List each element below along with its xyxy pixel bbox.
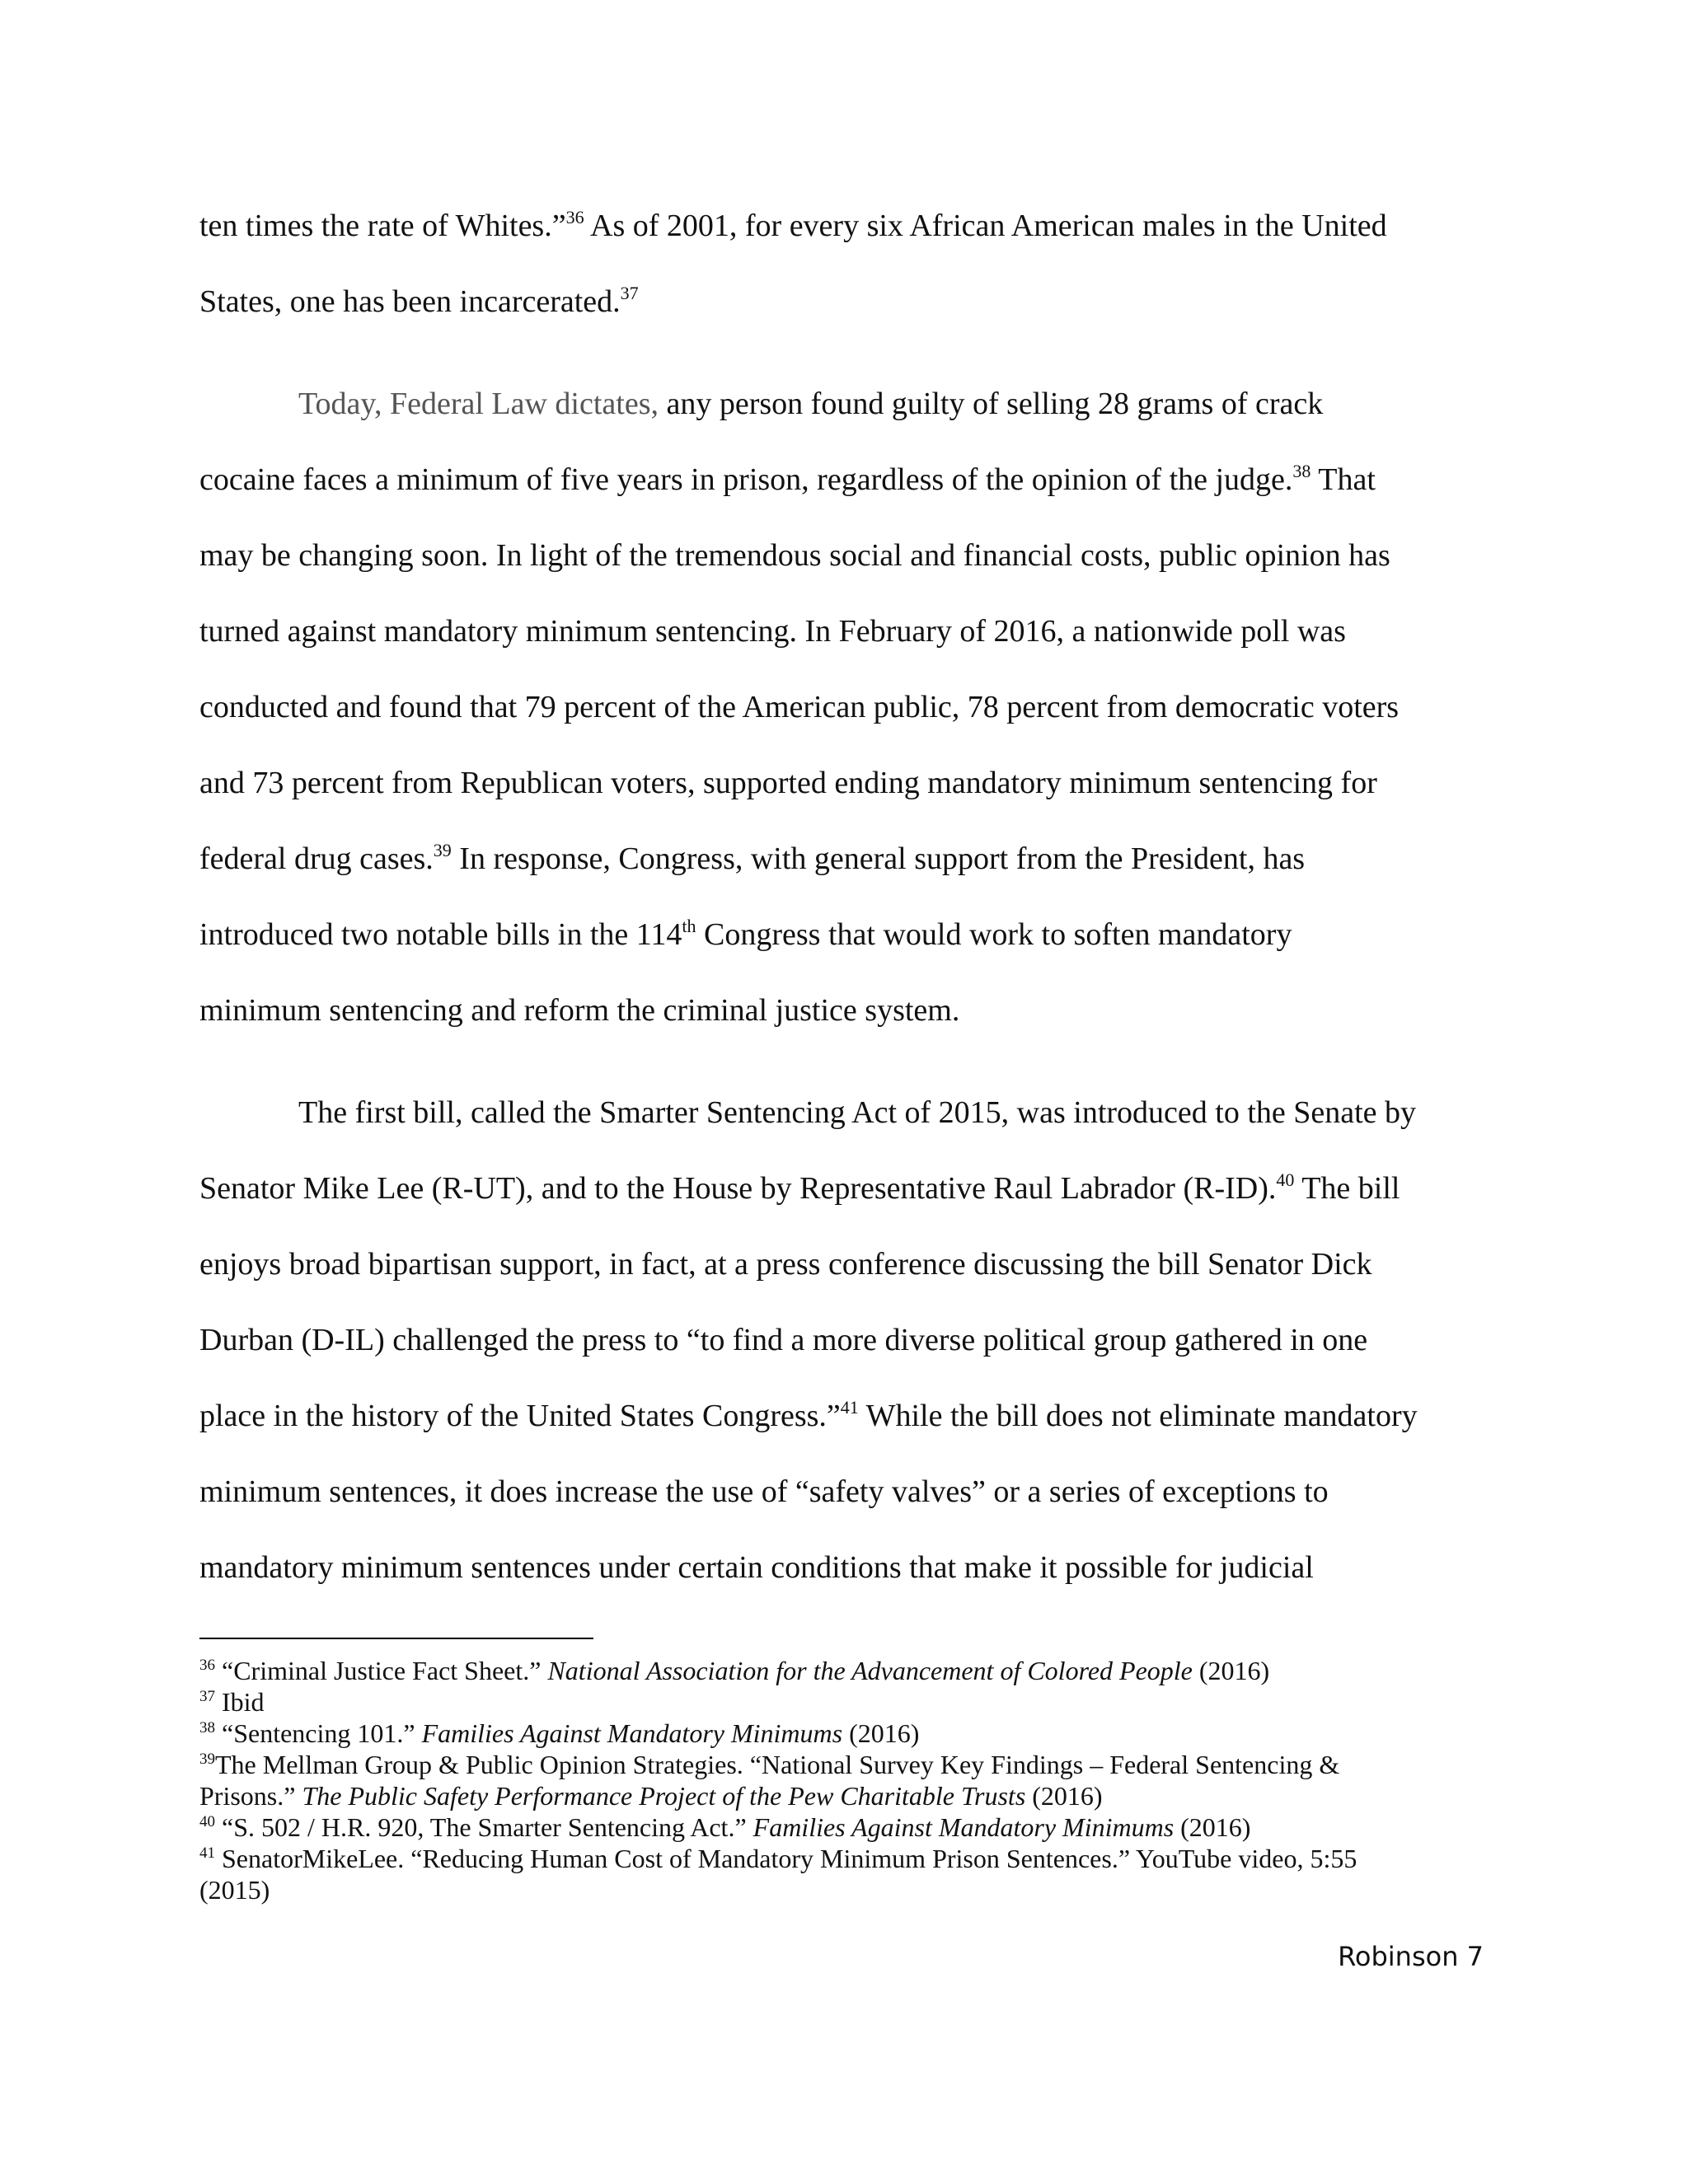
footnote-ref-39: 39 xyxy=(433,840,452,860)
body-line: ten times the rate of Whites.”$^{36}$ As of 2001, for every six African American males in the United xyxy=(199,207,1387,243)
footnote-40: $^{40}$ “S. 502 / H.R. 920, The Smarter Sentencing Act.” Families Against Mandatory Minimums (2016) xyxy=(199,1812,1251,1842)
body-line: minimum sentences, it does increase the use of “safety valves” or a series of exceptions to xyxy=(199,1474,1329,1509)
body-line: The first bill, called the Smarter Sentencing Act of 2015, was introduced to the Senate by xyxy=(298,1095,1417,1130)
body-line: mandatory minimum sentences under certain conditions that make it possible for judicial xyxy=(199,1550,1314,1585)
footnote-divider xyxy=(199,1638,593,1639)
ordinal-suffix: th xyxy=(682,916,696,936)
footnote-39-continued: Prisons.” The Public Safety Performance Project of the Pew Charitable Trusts (2016) xyxy=(199,1781,1103,1811)
footnote-37: $^{37}$ Ibid xyxy=(199,1687,265,1717)
footnote-39: $^{39}$The Mellman Group & Public Opinion Strategies. “National Survey Key Findings – Federal Sentencing & xyxy=(199,1750,1340,1779)
body-line: and 73 percent from Republican voters, supported ending mandatory minimum sentencing for xyxy=(199,766,1377,800)
footnote-ref-41: 41 xyxy=(840,1397,859,1418)
body-line: States, one has been incarcerated.$^{37}$ xyxy=(199,283,639,319)
body-line: Today, Federal Law dictates, any person found guilty of selling 28 grams of crack xyxy=(298,387,1324,421)
body-line: minimum sentencing and reform the criminal justice system. xyxy=(199,993,960,1028)
footnote-36: $^{36}$ “Criminal Justice Fact Sheet.” National Association for the Advancement of Colored People (2016) xyxy=(199,1656,1270,1685)
body-line: federal drug cases.$^{39}$ In response, Congress, with general support from the President, has xyxy=(199,840,1306,876)
footnote-38: $^{38}$ “Sentencing 101.” Families Against Mandatory Minimums (2016) xyxy=(199,1718,920,1748)
page-number: Robinson 7 xyxy=(1338,1941,1484,1972)
body-line: enjoys broad bipartisan support, in fact, at a press conference discussing the bill Senator Dick xyxy=(199,1247,1372,1282)
body-line: place in the history of the United States Congress.”$^{41}$ While the bill does not eliminate mandatory xyxy=(199,1397,1418,1433)
body-line: turned against mandatory minimum sentencing. In February of 2016, a nationwide poll was xyxy=(199,614,1346,649)
footnotes xyxy=(199,1655,1493,1905)
footnote-ref-38: 38 xyxy=(1292,461,1311,481)
body-line: introduced two notable bills in the 114th Congress that would work to soften mandatory xyxy=(199,916,1292,952)
body-text xyxy=(199,188,1493,1605)
body-line: may be changing soon. In light of the tremendous social and financial costs, public opinion has xyxy=(199,538,1390,573)
body-line: Senator Mike Lee (R-UT), and to the House by Representative Raul Labrador (R-ID).$^{40}$ The bill xyxy=(199,1169,1400,1206)
footnote-ref-37: 37 xyxy=(620,283,639,303)
footnote-41: $^{41}$ SenatorMikeLee. “Reducing Human Cost of Mandatory Minimum Prison Sentences.” YouTube video, 5:55 xyxy=(199,1844,1357,1873)
body-line: conducted and found that 79 percent of the American public, 78 percent from democratic voters xyxy=(199,690,1400,724)
footnote-ref-36: 36 xyxy=(565,207,584,227)
footnote-ref-40: 40 xyxy=(1276,1169,1295,1190)
footnote-41-continued: (2015) xyxy=(199,1875,270,1905)
body-line: cocaine faces a minimum of five years in prison, regardless of the opinion of the judge.$^{38}$ That xyxy=(199,461,1376,497)
body-line: Durban (D-IL) challenged the press to “to find a more diverse political group gathered in one xyxy=(199,1323,1368,1357)
